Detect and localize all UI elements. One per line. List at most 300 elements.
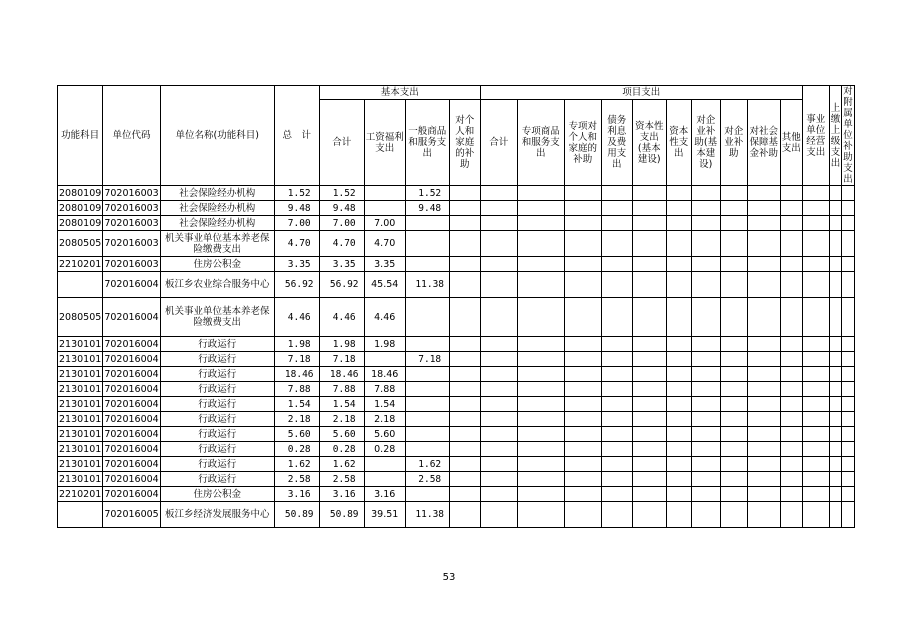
header-sub-unit-expense: 对附属单位补助支出 <box>843 86 853 185</box>
unit-code-cell: 702016004 <box>104 473 159 485</box>
goods-cell <box>405 337 449 352</box>
empty-cell <box>842 201 855 216</box>
empty-cell <box>747 397 780 412</box>
empty-cell <box>632 352 666 367</box>
empty-cell <box>829 472 842 487</box>
empty-cell <box>517 457 564 472</box>
empty-cell <box>449 231 480 257</box>
empty-cell <box>449 337 480 352</box>
empty-cell <box>666 201 691 216</box>
table-row <box>58 382 855 397</box>
empty-cell <box>480 397 517 412</box>
empty-cell <box>691 231 720 257</box>
salary-cell: 7.88 <box>364 382 405 397</box>
empty-cell <box>780 352 802 367</box>
empty-cell <box>517 272 564 298</box>
empty-cell <box>720 201 747 216</box>
empty-cell <box>449 427 480 442</box>
empty-cell <box>780 397 802 412</box>
empty-cell <box>517 412 564 427</box>
header-project-enterprise-infra: 对企业补助(基本建设) <box>691 100 720 186</box>
empty-cell <box>449 257 480 272</box>
empty-cell <box>480 442 517 457</box>
empty-cell <box>480 472 517 487</box>
empty-cell <box>802 412 829 427</box>
empty-cell <box>802 427 829 442</box>
total-cell: 1.98 <box>274 337 319 352</box>
empty-cell <box>601 382 632 397</box>
empty-cell <box>564 298 601 337</box>
unit-name-cell: 行政运行 <box>160 337 274 352</box>
empty-cell <box>632 472 666 487</box>
empty-cell <box>449 201 480 216</box>
empty-cell <box>632 201 666 216</box>
empty-cell <box>517 487 564 502</box>
unit-name-cell: 社会保险经办机构 <box>160 201 274 216</box>
empty-cell <box>632 427 666 442</box>
empty-cell <box>601 487 632 502</box>
empty-cell <box>449 502 480 528</box>
empty-cell <box>517 186 564 201</box>
empty-cell <box>829 352 842 367</box>
table-row <box>58 186 855 201</box>
empty-cell <box>802 457 829 472</box>
table-row <box>58 397 855 412</box>
empty-cell <box>720 272 747 298</box>
empty-cell <box>691 472 720 487</box>
empty-cell <box>480 231 517 257</box>
empty-cell <box>842 216 855 231</box>
empty-cell <box>780 186 802 201</box>
basic-total-cell: 3.16 <box>319 487 364 502</box>
salary-cell: 1.54 <box>364 397 405 412</box>
empty-cell <box>632 186 666 201</box>
empty-cell <box>480 257 517 272</box>
empty-cell <box>780 412 802 427</box>
empty-cell <box>842 427 855 442</box>
empty-cell <box>601 397 632 412</box>
empty-cell <box>564 352 601 367</box>
goods-cell <box>405 382 449 397</box>
empty-cell <box>449 186 480 201</box>
empty-cell <box>747 272 780 298</box>
basic-total-cell: 7.88 <box>319 382 364 397</box>
empty-cell <box>632 257 666 272</box>
basic-total-cell: 1.98 <box>319 337 364 352</box>
total-cell: 2.58 <box>274 472 319 487</box>
empty-cell <box>449 216 480 231</box>
empty-cell <box>829 257 842 272</box>
goods-cell <box>405 257 449 272</box>
empty-cell <box>564 397 601 412</box>
empty-cell <box>842 186 855 201</box>
empty-cell <box>666 487 691 502</box>
empty-cell <box>829 216 842 231</box>
func-code-cell: 2130101 <box>59 413 102 425</box>
func-code-cell: 2130101 <box>59 383 102 395</box>
budget-table <box>57 85 855 528</box>
empty-cell <box>720 216 747 231</box>
total-cell: 9.48 <box>274 201 319 216</box>
empty-cell <box>842 367 855 382</box>
empty-cell <box>842 502 855 528</box>
empty-cell <box>720 367 747 382</box>
unit-code-cell: 702016004 <box>104 398 159 410</box>
empty-cell <box>480 272 517 298</box>
page-number: 53 <box>442 572 456 583</box>
empty-cell <box>632 367 666 382</box>
goods-cell <box>405 231 449 257</box>
table-row <box>58 457 855 472</box>
empty-cell <box>632 442 666 457</box>
unit-code-cell: 702016004 <box>104 368 159 380</box>
goods-cell <box>405 367 449 382</box>
func-code-cell: 2080505 <box>58 298 103 337</box>
unit-name-cell: 机关事业单位基本养老保险缴费支出 <box>160 231 274 257</box>
empty-cell <box>666 412 691 427</box>
header-project-group: 项目支出 <box>480 86 802 100</box>
salary-cell: 3.35 <box>364 257 405 272</box>
empty-cell <box>564 442 601 457</box>
table-row <box>58 427 855 442</box>
empty-cell <box>842 457 855 472</box>
empty-cell <box>802 337 829 352</box>
table-row <box>58 298 855 337</box>
unit-code-cell: 702016004 <box>104 383 159 395</box>
empty-cell <box>480 427 517 442</box>
empty-cell <box>747 352 780 367</box>
goods-cell: 7.18 <box>405 352 449 367</box>
empty-cell <box>829 427 842 442</box>
unit-code-cell: 702016003 <box>104 258 159 270</box>
empty-cell <box>720 298 747 337</box>
header-unit-code: 单位代码 <box>103 86 160 186</box>
basic-total-cell: 4.70 <box>319 231 364 257</box>
basic-total-cell: 7.00 <box>319 216 364 231</box>
empty-cell <box>747 382 780 397</box>
total-cell: 50.89 <box>274 502 319 528</box>
empty-cell <box>691 502 720 528</box>
empty-cell <box>666 472 691 487</box>
empty-cell <box>842 487 855 502</box>
empty-cell <box>480 457 517 472</box>
empty-cell <box>829 412 842 427</box>
empty-cell <box>842 397 855 412</box>
empty-cell <box>666 298 691 337</box>
empty-cell <box>449 352 480 367</box>
empty-cell <box>842 298 855 337</box>
goods-cell: 2.58 <box>405 472 449 487</box>
empty-cell <box>747 216 780 231</box>
empty-cell <box>802 216 829 231</box>
empty-cell <box>632 231 666 257</box>
goods-cell: 9.48 <box>405 201 449 216</box>
unit-code-cell: 702016005 <box>103 502 160 528</box>
empty-cell <box>666 442 691 457</box>
empty-cell <box>842 352 855 367</box>
empty-cell <box>829 367 842 382</box>
empty-cell <box>747 231 780 257</box>
empty-cell <box>829 502 842 528</box>
empty-cell <box>564 201 601 216</box>
empty-cell <box>720 487 747 502</box>
empty-cell <box>842 472 855 487</box>
unit-name-cell: 行政运行 <box>160 442 274 457</box>
empty-cell <box>691 272 720 298</box>
empty-cell <box>691 337 720 352</box>
empty-cell <box>480 201 517 216</box>
unit-name-cell: 行政运行 <box>160 457 274 472</box>
unit-name-cell: 社会保险经办机构 <box>160 186 274 201</box>
empty-cell <box>666 382 691 397</box>
empty-cell <box>720 472 747 487</box>
unit-code-cell: 702016004 <box>104 488 159 500</box>
salary-cell <box>364 457 405 472</box>
unit-name-cell: 行政运行 <box>160 397 274 412</box>
empty-cell <box>564 427 601 442</box>
empty-cell <box>691 442 720 457</box>
empty-cell <box>780 472 802 487</box>
empty-cell <box>449 272 480 298</box>
empty-cell <box>632 502 666 528</box>
unit-name-cell: 住房公积金 <box>160 257 274 272</box>
table-row <box>58 216 855 231</box>
header-project-social-fund: 对社会保障基金补助 <box>747 100 780 186</box>
func-code-cell <box>58 272 103 298</box>
empty-cell <box>747 442 780 457</box>
empty-cell <box>632 487 666 502</box>
salary-cell: 18.46 <box>364 367 405 382</box>
empty-cell <box>691 201 720 216</box>
unit-code-cell: 702016004 <box>104 353 159 365</box>
empty-cell <box>601 472 632 487</box>
basic-total-cell: 2.18 <box>319 412 364 427</box>
empty-cell <box>747 201 780 216</box>
empty-cell <box>780 382 802 397</box>
empty-cell <box>601 257 632 272</box>
header-basic-group: 基本支出 <box>319 86 480 100</box>
empty-cell <box>601 427 632 442</box>
empty-cell <box>780 337 802 352</box>
goods-cell <box>405 397 449 412</box>
table-row <box>58 442 855 457</box>
empty-cell <box>829 231 842 257</box>
empty-cell <box>632 337 666 352</box>
empty-cell <box>564 272 601 298</box>
header-total: 总 计 <box>274 86 319 186</box>
empty-cell <box>802 367 829 382</box>
total-cell: 1.54 <box>274 397 319 412</box>
table-row <box>58 201 855 216</box>
empty-cell <box>829 337 842 352</box>
salary-cell: 45.54 <box>364 272 405 298</box>
empty-cell <box>691 186 720 201</box>
empty-cell <box>517 382 564 397</box>
empty-cell <box>480 502 517 528</box>
basic-total-cell: 9.48 <box>319 201 364 216</box>
func-code-cell: 2130101 <box>59 473 102 485</box>
table-row <box>58 367 855 382</box>
total-cell: 4.70 <box>274 231 319 257</box>
table-row <box>58 231 855 257</box>
empty-cell <box>564 487 601 502</box>
empty-cell <box>720 412 747 427</box>
header-unit-name: 单位名称(功能科目) <box>160 86 274 186</box>
header-project-other: 其他支出 <box>780 100 802 186</box>
empty-cell <box>480 352 517 367</box>
goods-cell: 11.38 <box>405 272 449 298</box>
empty-cell <box>802 231 829 257</box>
table-row <box>58 257 855 272</box>
unit-name-cell: 行政运行 <box>160 382 274 397</box>
empty-cell <box>666 186 691 201</box>
empty-cell <box>691 412 720 427</box>
empty-cell <box>829 201 842 216</box>
empty-cell <box>780 216 802 231</box>
unit-code-cell: 702016004 <box>103 298 160 337</box>
empty-cell <box>632 298 666 337</box>
basic-total-cell: 4.46 <box>319 298 364 337</box>
empty-cell <box>632 412 666 427</box>
empty-cell <box>449 442 480 457</box>
empty-cell <box>449 412 480 427</box>
empty-cell <box>449 472 480 487</box>
func-code-cell: 2210201 <box>59 258 102 270</box>
total-cell: 1.62 <box>274 457 319 472</box>
header-project-debt: 债务利息及费用支出 <box>601 100 632 186</box>
empty-cell <box>691 487 720 502</box>
goods-cell: 1.62 <box>405 457 449 472</box>
empty-cell <box>666 427 691 442</box>
func-code-cell: 2080109 <box>59 187 102 199</box>
empty-cell <box>480 186 517 201</box>
empty-cell <box>564 231 601 257</box>
empty-cell <box>720 337 747 352</box>
header-basic-salary: 工资福利支出 <box>364 100 405 186</box>
salary-cell: 3.16 <box>364 487 405 502</box>
func-code-cell: 2210201 <box>59 488 102 500</box>
empty-cell <box>747 298 780 337</box>
empty-cell <box>666 337 691 352</box>
empty-cell <box>449 487 480 502</box>
basic-total-cell: 5.60 <box>319 427 364 442</box>
empty-cell <box>691 397 720 412</box>
empty-cell <box>720 231 747 257</box>
total-cell: 0.28 <box>274 442 319 457</box>
total-cell: 56.92 <box>274 272 319 298</box>
goods-cell: 11.38 <box>405 502 449 528</box>
empty-cell <box>691 382 720 397</box>
total-cell: 2.18 <box>274 412 319 427</box>
total-cell: 4.46 <box>274 298 319 337</box>
empty-cell <box>747 186 780 201</box>
total-cell: 3.16 <box>274 487 319 502</box>
empty-cell <box>747 472 780 487</box>
total-cell: 5.60 <box>274 427 319 442</box>
empty-cell <box>666 367 691 382</box>
basic-total-cell: 1.62 <box>319 457 364 472</box>
salary-cell: 4.70 <box>364 231 405 257</box>
table-row <box>58 412 855 427</box>
goods-cell <box>405 442 449 457</box>
total-cell: 3.35 <box>274 257 319 272</box>
empty-cell <box>780 457 802 472</box>
unit-code-cell: 702016003 <box>104 187 159 199</box>
header-basic-total: 合计 <box>319 100 364 186</box>
unit-code-cell: 702016004 <box>104 443 159 455</box>
empty-cell <box>517 427 564 442</box>
unit-name-cell: 行政运行 <box>160 367 274 382</box>
empty-cell <box>480 298 517 337</box>
basic-total-cell: 3.35 <box>319 257 364 272</box>
empty-cell <box>666 216 691 231</box>
empty-cell <box>720 502 747 528</box>
empty-cell <box>842 442 855 457</box>
empty-cell <box>829 382 842 397</box>
salary-cell: 5.60 <box>364 427 405 442</box>
unit-code-cell: 702016004 <box>104 413 159 425</box>
empty-cell <box>601 298 632 337</box>
unit-name-cell: 板江乡经济发展服务中心 <box>160 502 274 528</box>
empty-cell <box>632 457 666 472</box>
basic-total-cell: 1.52 <box>319 186 364 201</box>
header-biz-expense: 事业单位经营支出 <box>802 86 829 186</box>
empty-cell <box>829 487 842 502</box>
empty-cell <box>517 231 564 257</box>
empty-cell <box>802 502 829 528</box>
table-row <box>58 472 855 487</box>
empty-cell <box>449 298 480 337</box>
empty-cell <box>449 367 480 382</box>
basic-total-cell: 2.58 <box>319 472 364 487</box>
unit-code-cell: 702016003 <box>104 217 159 229</box>
unit-name-cell: 行政运行 <box>160 352 274 367</box>
empty-cell <box>564 337 601 352</box>
empty-cell <box>720 442 747 457</box>
empty-cell <box>691 427 720 442</box>
empty-cell <box>691 257 720 272</box>
basic-total-cell: 1.54 <box>319 397 364 412</box>
salary-cell: 1.98 <box>364 337 405 352</box>
empty-cell <box>780 367 802 382</box>
empty-cell <box>802 442 829 457</box>
empty-cell <box>564 472 601 487</box>
empty-cell <box>842 412 855 427</box>
basic-total-cell: 0.28 <box>319 442 364 457</box>
total-cell: 7.18 <box>274 352 319 367</box>
empty-cell <box>780 487 802 502</box>
unit-code-cell: 702016004 <box>104 428 159 440</box>
empty-cell <box>666 257 691 272</box>
table-row <box>58 352 855 367</box>
empty-cell <box>601 201 632 216</box>
empty-cell <box>632 382 666 397</box>
total-cell: 18.46 <box>274 367 319 382</box>
empty-cell <box>601 502 632 528</box>
empty-cell <box>829 397 842 412</box>
empty-cell <box>720 186 747 201</box>
empty-cell <box>691 298 720 337</box>
empty-cell <box>842 337 855 352</box>
empty-cell <box>601 337 632 352</box>
empty-cell <box>720 257 747 272</box>
empty-cell <box>802 487 829 502</box>
empty-cell <box>449 397 480 412</box>
empty-cell <box>601 412 632 427</box>
header-basic-goods: 一般商品和服务支出 <box>405 100 449 186</box>
salary-cell: 7.00 <box>364 216 405 231</box>
table-body <box>58 186 855 528</box>
